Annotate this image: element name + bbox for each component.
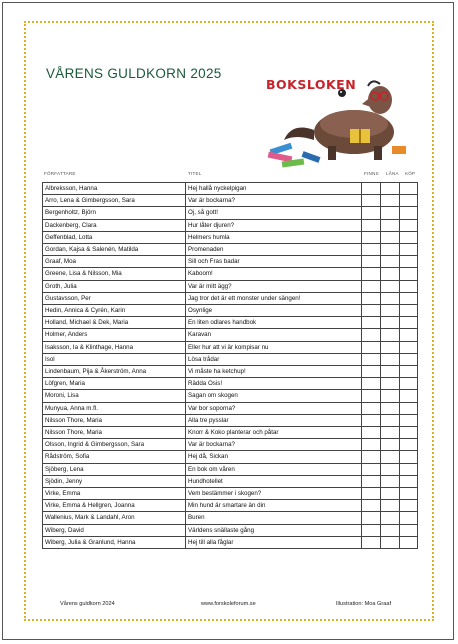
title-cell: Promenaden — [186, 244, 362, 256]
title-cell: Världens snällaste gång — [186, 524, 362, 536]
borrow-checkbox-cell[interactable] — [381, 292, 400, 304]
found-checkbox-cell[interactable] — [362, 402, 381, 414]
title-cell: Hej då, Sickan — [186, 451, 362, 463]
table-row — [43, 195, 418, 207]
title-cell: Var bor soporna? — [186, 402, 362, 414]
borrow-checkbox-cell[interactable] — [381, 439, 400, 451]
author-cell: Geffenblad, Lotta — [43, 231, 186, 243]
found-checkbox-cell[interactable] — [362, 219, 381, 231]
found-checkbox-cell[interactable] — [362, 463, 381, 475]
buy-checkbox-cell[interactable] — [400, 439, 418, 451]
table-row — [43, 256, 418, 268]
borrow-checkbox-cell[interactable] — [381, 500, 400, 512]
footer-illustration-credit: Illustration: Moa Graaf — [336, 601, 392, 607]
table-row — [43, 512, 418, 524]
buy-checkbox-cell[interactable] — [400, 268, 418, 280]
buy-checkbox-cell[interactable] — [400, 488, 418, 500]
found-checkbox-cell[interactable] — [362, 512, 381, 524]
buy-checkbox-cell[interactable] — [400, 305, 418, 317]
buy-checkbox-cell[interactable] — [400, 451, 418, 463]
borrow-checkbox-cell[interactable] — [381, 402, 400, 414]
title-cell: Vi måste ha ketchup! — [186, 366, 362, 378]
buy-checkbox-cell[interactable] — [400, 341, 418, 353]
table-row — [43, 488, 418, 500]
found-checkbox-cell[interactable] — [362, 500, 381, 512]
author-cell: Löfgren, Maria — [43, 378, 186, 390]
buy-checkbox-cell[interactable] — [400, 292, 418, 304]
borrow-checkbox-cell[interactable] — [381, 488, 400, 500]
title-cell: Buren — [186, 512, 362, 524]
borrow-checkbox-cell[interactable] — [381, 378, 400, 390]
buy-checkbox-cell[interactable] — [400, 280, 418, 292]
title-cell: Lösa trådar — [186, 353, 362, 365]
buy-checkbox-cell[interactable] — [400, 195, 418, 207]
title-cell: Vem bestämmer i skogen? — [186, 488, 362, 500]
title-cell: Hej till alla fåglar — [186, 536, 362, 548]
borrow-checkbox-cell[interactable] — [381, 183, 400, 195]
page-title: VÅRENS GULDKORN 2025 — [46, 66, 222, 81]
author-cell: Rådström, Sofia — [43, 451, 186, 463]
title-cell: Kaboom! — [186, 268, 362, 280]
column-header-borrow: LÅNA — [386, 171, 399, 176]
footer-left: Vårens guldkorn 2024 — [60, 601, 115, 607]
borrow-checkbox-cell[interactable] — [381, 244, 400, 256]
found-checkbox-cell[interactable] — [362, 451, 381, 463]
title-cell: Var är bockarna? — [186, 439, 362, 451]
column-header-buy: KÖP — [405, 171, 416, 176]
table-row — [43, 500, 418, 512]
author-cell: Graaf, Moa — [43, 256, 186, 268]
table-row — [43, 280, 418, 292]
found-checkbox-cell[interactable] — [362, 414, 381, 426]
borrow-checkbox-cell[interactable] — [381, 524, 400, 536]
table-row — [43, 183, 418, 195]
title-cell: Sill och Fras badar — [186, 256, 362, 268]
column-header-found: FINNS — [364, 171, 379, 176]
borrow-checkbox-cell[interactable] — [381, 207, 400, 219]
author-cell: Greene, Lisa & Nilsson, Mia — [43, 268, 186, 280]
found-checkbox-cell[interactable] — [362, 256, 381, 268]
author-cell: Moroni, Lisa — [43, 390, 186, 402]
title-cell: En bok om våren — [186, 463, 362, 475]
found-checkbox-cell[interactable] — [362, 366, 381, 378]
title-cell: Jag tror det är ett monster under sängen! — [186, 292, 362, 304]
table-row — [43, 402, 418, 414]
table-row — [43, 475, 418, 487]
author-cell: Holland, Michael & Dek, Maria — [43, 317, 186, 329]
table-row — [43, 427, 418, 439]
borrow-checkbox-cell[interactable] — [381, 475, 400, 487]
author-cell: Isol — [43, 353, 186, 365]
borrow-checkbox-cell[interactable] — [381, 353, 400, 365]
title-cell: Hej hallå nyckelpigan — [186, 183, 362, 195]
table-row — [43, 390, 418, 402]
author-cell: Wiberg, David — [43, 524, 186, 536]
found-checkbox-cell[interactable] — [362, 475, 381, 487]
author-cell: Gordan, Kajsa & Salenén, Matilda — [43, 244, 186, 256]
buy-checkbox-cell[interactable] — [400, 390, 418, 402]
buy-checkbox-cell[interactable] — [400, 414, 418, 426]
found-checkbox-cell[interactable] — [362, 439, 381, 451]
author-cell: Wallenius, Mark & Landahl, Aron — [43, 512, 186, 524]
column-header-title: TITEL — [188, 171, 202, 176]
author-cell: Virke, Emma & Hellgren, Joanna — [43, 500, 186, 512]
table-row — [43, 463, 418, 475]
found-checkbox-cell[interactable] — [362, 341, 381, 353]
buy-checkbox-cell[interactable] — [400, 427, 418, 439]
title-cell: Hundhotellet — [186, 475, 362, 487]
column-header-author: FÖRFATTARE — [44, 171, 76, 176]
borrow-checkbox-cell[interactable] — [381, 231, 400, 243]
title-cell: Var är mitt ägg? — [186, 280, 362, 292]
buy-checkbox-cell[interactable] — [400, 183, 418, 195]
borrow-checkbox-cell[interactable] — [381, 317, 400, 329]
buy-checkbox-cell[interactable] — [400, 244, 418, 256]
buy-checkbox-cell[interactable] — [400, 353, 418, 365]
table-row — [43, 219, 418, 231]
table-row — [43, 268, 418, 280]
title-cell: Osynlige — [186, 305, 362, 317]
table-row — [43, 329, 418, 341]
author-cell: Wiberg, Julia & Granlund, Hanna — [43, 536, 186, 548]
table-row — [43, 439, 418, 451]
title-cell: Alla tre pysslar — [186, 414, 362, 426]
author-cell: Nilsson Thore, Maria — [43, 427, 186, 439]
borrow-checkbox-cell[interactable] — [381, 341, 400, 353]
found-checkbox-cell[interactable] — [362, 536, 381, 548]
found-checkbox-cell[interactable] — [362, 305, 381, 317]
author-cell: Bergenholtz, Björn — [43, 207, 186, 219]
table-row — [43, 292, 418, 304]
found-checkbox-cell[interactable] — [362, 183, 381, 195]
title-cell: Helmers humla — [186, 231, 362, 243]
borrow-checkbox-cell[interactable] — [381, 329, 400, 341]
borrow-checkbox-cell[interactable] — [381, 268, 400, 280]
author-cell: Holmer, Anders — [43, 329, 186, 341]
buy-checkbox-cell[interactable] — [400, 219, 418, 231]
author-cell: Gustavsson, Per — [43, 292, 186, 304]
found-checkbox-cell[interactable] — [362, 207, 381, 219]
buy-checkbox-cell[interactable] — [400, 317, 418, 329]
found-checkbox-cell[interactable] — [362, 280, 381, 292]
found-checkbox-cell[interactable] — [362, 292, 381, 304]
buy-checkbox-cell[interactable] — [400, 475, 418, 487]
buy-checkbox-cell[interactable] — [400, 378, 418, 390]
title-cell: Knorr & Koko planterar och påtar — [186, 427, 362, 439]
title-cell: Hur låter djuren? — [186, 219, 362, 231]
buy-checkbox-cell[interactable] — [400, 256, 418, 268]
buy-checkbox-cell[interactable] — [400, 207, 418, 219]
borrow-checkbox-cell[interactable] — [381, 536, 400, 548]
author-cell: Sjödin, Jenny — [43, 475, 186, 487]
title-cell: Oj, så gott! — [186, 207, 362, 219]
logo-text: BOKSLOKEN — [266, 77, 357, 92]
author-cell: Munyua, Anna m.fl. — [43, 402, 186, 414]
table-row — [43, 207, 418, 219]
title-cell: En liten odlares handbok — [186, 317, 362, 329]
buy-checkbox-cell[interactable] — [400, 524, 418, 536]
borrow-checkbox-cell[interactable] — [381, 366, 400, 378]
borrow-checkbox-cell[interactable] — [381, 512, 400, 524]
found-checkbox-cell[interactable] — [362, 378, 381, 390]
author-cell: Arro, Lena & Gimbergsson, Sara — [43, 195, 186, 207]
buy-checkbox-cell[interactable] — [400, 402, 418, 414]
table-row — [43, 353, 418, 365]
table-row — [43, 536, 418, 548]
table-row — [43, 305, 418, 317]
found-checkbox-cell[interactable] — [362, 317, 381, 329]
found-checkbox-cell[interactable] — [362, 244, 381, 256]
author-cell: Groth, Julia — [43, 280, 186, 292]
buy-checkbox-cell[interactable] — [400, 366, 418, 378]
table-row — [43, 366, 418, 378]
buy-checkbox-cell[interactable] — [400, 536, 418, 548]
author-cell: Dackenberg, Clara — [43, 219, 186, 231]
borrow-checkbox-cell[interactable] — [381, 427, 400, 439]
borrow-checkbox-cell[interactable] — [381, 390, 400, 402]
found-checkbox-cell[interactable] — [362, 329, 381, 341]
table-row — [43, 524, 418, 536]
title-cell: Eller hur att vi är kompisar nu — [186, 341, 362, 353]
table-row — [43, 451, 418, 463]
author-cell: Virke, Emma — [43, 488, 186, 500]
found-checkbox-cell[interactable] — [362, 524, 381, 536]
table-row — [43, 414, 418, 426]
table-row — [43, 244, 418, 256]
author-cell: Albreksson, Hanna — [43, 183, 186, 195]
author-cell: Nilsson Thore, Maria — [43, 414, 186, 426]
borrow-checkbox-cell[interactable] — [381, 305, 400, 317]
buy-checkbox-cell[interactable] — [400, 231, 418, 243]
found-checkbox-cell[interactable] — [362, 488, 381, 500]
borrow-checkbox-cell[interactable] — [381, 463, 400, 475]
found-checkbox-cell[interactable] — [362, 390, 381, 402]
author-cell: Sjöberg, Lena — [43, 463, 186, 475]
author-cell: Isaksson, Ia & Klinthage, Hanna — [43, 341, 186, 353]
book-list-table — [42, 182, 418, 549]
buy-checkbox-cell[interactable] — [400, 329, 418, 341]
found-checkbox-cell[interactable] — [362, 353, 381, 365]
borrow-checkbox-cell[interactable] — [381, 280, 400, 292]
table-row — [43, 317, 418, 329]
footer-website: www.forskoleforum.se — [201, 601, 256, 607]
found-checkbox-cell[interactable] — [362, 268, 381, 280]
title-cell: Min hund är smartare än din — [186, 500, 362, 512]
table-row — [43, 378, 418, 390]
found-checkbox-cell[interactable] — [362, 231, 381, 243]
buy-checkbox-cell[interactable] — [400, 463, 418, 475]
title-cell: Sagan om skogen — [186, 390, 362, 402]
table-row — [43, 231, 418, 243]
found-checkbox-cell[interactable] — [362, 427, 381, 439]
author-cell: Olsson, Ingrid & Gimbergsson, Sara — [43, 439, 186, 451]
title-cell: Var är bockarna? — [186, 195, 362, 207]
borrow-checkbox-cell[interactable] — [381, 451, 400, 463]
found-checkbox-cell[interactable] — [362, 195, 381, 207]
author-cell: Lindenbaum, Pija & Åkerström, Anna — [43, 366, 186, 378]
title-cell: Rädda Osis! — [186, 378, 362, 390]
buy-checkbox-cell[interactable] — [400, 512, 418, 524]
borrow-checkbox-cell[interactable] — [381, 256, 400, 268]
title-cell: Karavan — [186, 329, 362, 341]
buy-checkbox-cell[interactable] — [400, 500, 418, 512]
borrow-checkbox-cell[interactable] — [381, 195, 400, 207]
borrow-checkbox-cell[interactable] — [381, 414, 400, 426]
table-row — [43, 341, 418, 353]
author-cell: Hedin, Annica & Cyrén, Karin — [43, 305, 186, 317]
borrow-checkbox-cell[interactable] — [381, 219, 400, 231]
